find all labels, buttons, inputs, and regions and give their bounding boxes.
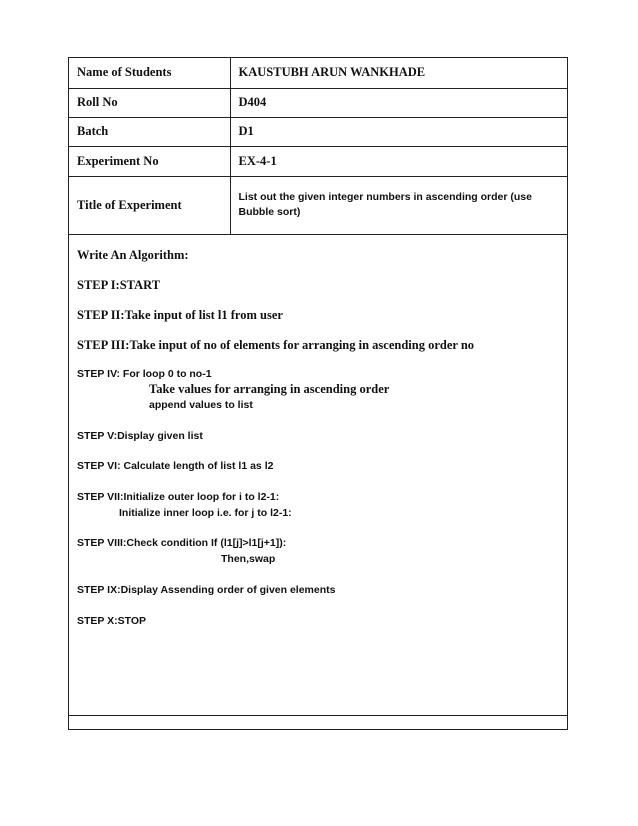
step-4-sub-1: Take values for arranging in ascending order	[149, 382, 390, 396]
value-roll: D404	[230, 88, 567, 117]
label-batch: Batch	[69, 117, 230, 146]
label-experiment-no: Experiment No	[69, 146, 230, 176]
label-title: Title of Experiment	[69, 176, 230, 234]
value-experiment-no: EX-4-1	[230, 146, 567, 176]
step-8: STEP VIII:Check condition If (l1[j]>l1[j+1]):	[77, 537, 287, 549]
table-row	[69, 176, 567, 234]
experiment-sheet	[68, 57, 568, 730]
step-2: STEP II:Take input of list l1 from user	[77, 308, 283, 322]
step-7-sub: Initialize inner loop i.e. for j to l2-1:	[119, 507, 292, 519]
step-6: STEP VI: Calculate length of list l1 as l2	[77, 460, 274, 472]
step-7: STEP VII:Initialize outer loop for i to l2-1:	[77, 491, 280, 503]
algorithm-heading: Write An Algorithm:	[77, 248, 189, 262]
label-roll: Roll No	[69, 88, 230, 117]
step-10: STEP X:STOP	[77, 615, 147, 627]
step-3: STEP III:Take input of no of elements for arranging in ascending order no	[77, 338, 475, 352]
table-row	[69, 146, 567, 176]
value-name: KAUSTUBH ARUN WANKHADE	[230, 58, 567, 88]
step-5: STEP V:Display given list	[77, 430, 203, 442]
table-row	[69, 58, 567, 88]
step-9: STEP IX:Display Assending order of given elements	[77, 584, 336, 596]
step-8-sub: Then,swap	[221, 553, 276, 565]
table-row	[69, 117, 567, 146]
footer-divider	[69, 715, 567, 716]
table-row	[69, 88, 567, 117]
value-batch: D1	[230, 117, 567, 146]
step-4: STEP IV: For loop 0 to no-1	[77, 368, 212, 380]
value-title: List out the given integer numbers in ascending order (use Bubble sort)	[230, 176, 567, 234]
info-table	[69, 58, 567, 235]
step-4-sub-2: append values to list	[149, 399, 253, 411]
label-name: Name of Students	[69, 58, 230, 88]
step-1: STEP I:START	[77, 278, 161, 292]
